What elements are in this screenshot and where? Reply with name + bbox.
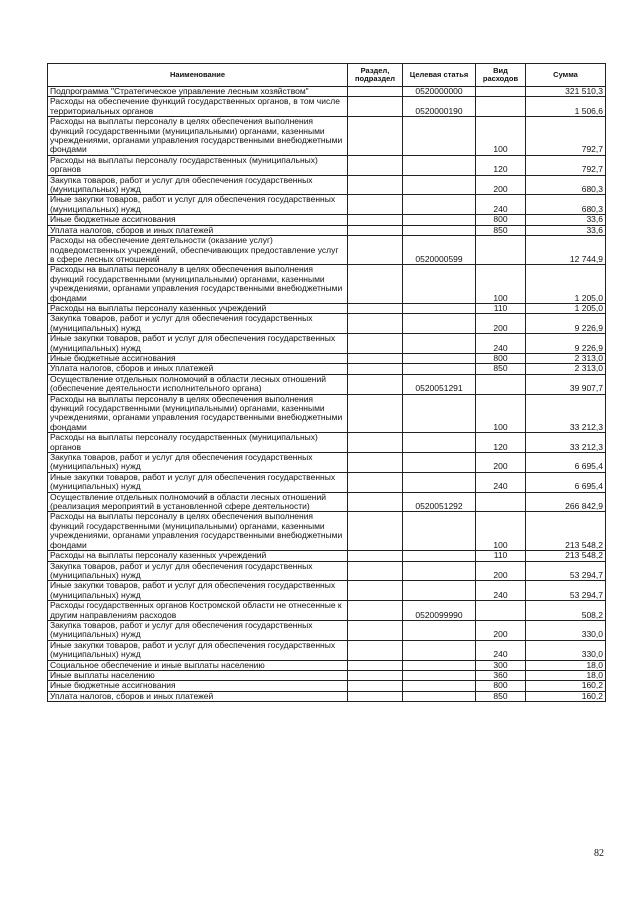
cell-name: Иные закупки товаров, работ и услуг для обеспечения государственных (муниципальных) нужд (48, 472, 348, 492)
cell-name: Расходы на выплаты персоналу в целях обеспечения выполнения функций государственными (муниципальными) органами, казенными учреждениями, органами управления государственными внебюджетными фондами (48, 265, 348, 304)
cell-section (348, 512, 403, 551)
cell-target (403, 620, 476, 640)
table-row (48, 681, 606, 691)
cell-kind: 240 (476, 640, 526, 660)
cell-name: Уплата налогов, сборов и иных платежей (48, 691, 348, 701)
cell-target: 0520000599 (403, 236, 476, 265)
cell-kind: 100 (476, 117, 526, 156)
cell-section (348, 492, 403, 512)
table-row (48, 551, 606, 561)
cell-target (403, 314, 476, 334)
cell-section (348, 394, 403, 433)
table-row (48, 175, 606, 195)
page-number: 82 (594, 848, 604, 859)
cell-sum: 33,6 (526, 215, 606, 225)
cell-sum: 213 548,2 (526, 512, 606, 551)
header-kind: Вид расходов (476, 64, 526, 87)
table-row (48, 87, 606, 97)
cell-sum: 6 695,4 (526, 472, 606, 492)
cell-sum: 9 226,9 (526, 314, 606, 334)
cell-sum: 18,0 (526, 670, 606, 680)
cell-name: Иные закупки товаров, работ и услуг для обеспечения государственных (муниципальных) нужд (48, 334, 348, 354)
cell-section (348, 314, 403, 334)
cell-name: Подпрограмма "Стратегическое управление лесным хозяйством" (48, 87, 348, 97)
table-row (48, 492, 606, 512)
cell-section (348, 691, 403, 701)
cell-section (348, 561, 403, 581)
table-body (48, 87, 606, 702)
table-row (48, 601, 606, 621)
cell-target (403, 561, 476, 581)
cell-name: Осуществление отдельных полномочий в области лесных отношений (реализация мероприятий в установленной сфере деятельности) (48, 492, 348, 512)
cell-sum: 321 510,3 (526, 87, 606, 97)
cell-sum: 2 313,0 (526, 364, 606, 374)
cell-name: Расходы на выплаты персоналу в целях обеспечения выполнения функций государственными (муниципальными) органами, казенными учреждениями, органами управления государственными внебюджетными фондами (48, 512, 348, 551)
cell-kind: 120 (476, 433, 526, 453)
cell-kind: 240 (476, 195, 526, 215)
cell-sum: 1 205,0 (526, 303, 606, 313)
cell-kind: 100 (476, 394, 526, 433)
cell-section (348, 640, 403, 660)
cell-sum: 6 695,4 (526, 453, 606, 473)
cell-name: Закупка товаров, работ и услуг для обеспечения государственных (муниципальных) нужд (48, 561, 348, 581)
cell-section (348, 660, 403, 670)
cell-target (403, 175, 476, 195)
cell-section (348, 97, 403, 117)
table-row (48, 225, 606, 235)
cell-section (348, 453, 403, 473)
cell-section (348, 303, 403, 313)
cell-kind: 100 (476, 512, 526, 551)
cell-sum: 53 294,7 (526, 581, 606, 601)
cell-target (403, 225, 476, 235)
table-row (48, 97, 606, 117)
cell-kind: 850 (476, 364, 526, 374)
table-row (48, 353, 606, 363)
cell-section (348, 670, 403, 680)
cell-name: Социальное обеспечение и иные выплаты населению (48, 660, 348, 670)
cell-target (403, 303, 476, 313)
cell-kind: 200 (476, 561, 526, 581)
cell-sum: 330,0 (526, 640, 606, 660)
cell-kind: 200 (476, 453, 526, 473)
cell-sum: 18,0 (526, 660, 606, 670)
cell-kind: 240 (476, 472, 526, 492)
cell-kind (476, 236, 526, 265)
table-row (48, 640, 606, 660)
cell-sum: 160,2 (526, 691, 606, 701)
table-row (48, 117, 606, 156)
cell-target (403, 334, 476, 354)
cell-sum: 9 226,9 (526, 334, 606, 354)
cell-kind (476, 374, 526, 394)
cell-target (403, 512, 476, 551)
budget-table (47, 63, 606, 702)
cell-section (348, 551, 403, 561)
cell-section (348, 681, 403, 691)
cell-sum: 33 212,3 (526, 394, 606, 433)
table-row (48, 620, 606, 640)
cell-kind: 800 (476, 681, 526, 691)
cell-sum: 1 205,0 (526, 265, 606, 304)
cell-target (403, 670, 476, 680)
cell-name: Расходы на выплаты персоналу в целях обеспечения выполнения функций государственными (муниципальными) органами, казенными учреждениями, органами управления государственными внебюджетными фондами (48, 117, 348, 156)
cell-kind (476, 601, 526, 621)
cell-kind: 200 (476, 175, 526, 195)
table-row (48, 314, 606, 334)
cell-target: 0520099990 (403, 601, 476, 621)
cell-kind: 120 (476, 155, 526, 175)
cell-target (403, 394, 476, 433)
cell-sum: 792,7 (526, 117, 606, 156)
cell-target (403, 551, 476, 561)
cell-name: Осуществление отдельных полномочий в области лесных отношений (обеспечение деятельности исполнительного органа) (48, 374, 348, 394)
cell-target (403, 472, 476, 492)
cell-target (403, 353, 476, 363)
cell-kind (476, 492, 526, 512)
cell-name: Иные закупки товаров, работ и услуг для обеспечения государственных (муниципальных) нужд (48, 581, 348, 601)
cell-name: Иные выплаты населению (48, 670, 348, 680)
cell-target (403, 691, 476, 701)
cell-target (403, 364, 476, 374)
cell-target (403, 117, 476, 156)
table-row (48, 215, 606, 225)
cell-kind: 850 (476, 691, 526, 701)
cell-target (403, 640, 476, 660)
cell-sum: 2 313,0 (526, 353, 606, 363)
cell-target: 0520051291 (403, 374, 476, 394)
cell-name: Расходы государственных органов Костромской области не отнесенные к другим направлениям расходов (48, 601, 348, 621)
cell-name: Иные бюджетные ассигнования (48, 681, 348, 691)
cell-name: Закупка товаров, работ и услуг для обеспечения государственных (муниципальных) нужд (48, 453, 348, 473)
cell-section (348, 472, 403, 492)
cell-target (403, 660, 476, 670)
table-row (48, 364, 606, 374)
cell-sum: 330,0 (526, 620, 606, 640)
table-row (48, 195, 606, 215)
header-target: Целевая статья (403, 64, 476, 87)
table-row (48, 512, 606, 551)
cell-sum: 39 907,7 (526, 374, 606, 394)
table-row (48, 691, 606, 701)
cell-name: Уплата налогов, сборов и иных платежей (48, 364, 348, 374)
cell-name: Уплата налогов, сборов и иных платежей (48, 225, 348, 235)
cell-kind: 200 (476, 620, 526, 640)
cell-section (348, 155, 403, 175)
cell-target: 0520051292 (403, 492, 476, 512)
cell-target (403, 681, 476, 691)
cell-target (403, 155, 476, 175)
cell-target (403, 453, 476, 473)
cell-section (348, 581, 403, 601)
cell-kind (476, 87, 526, 97)
cell-name: Закупка товаров, работ и услуг для обеспечения государственных (муниципальных) нужд (48, 314, 348, 334)
table-row (48, 433, 606, 453)
table-row (48, 394, 606, 433)
cell-sum: 792,7 (526, 155, 606, 175)
header-section: Раздел, подраздел (348, 64, 403, 87)
cell-kind: 360 (476, 670, 526, 680)
cell-name: Закупка товаров, работ и услуг для обеспечения государственных (муниципальных) нужд (48, 620, 348, 640)
cell-sum: 680,3 (526, 175, 606, 195)
table-row (48, 303, 606, 313)
cell-section (348, 374, 403, 394)
cell-kind: 800 (476, 215, 526, 225)
cell-name: Расходы на обеспечение функций государственных органов, в том числе территориальных органов (48, 97, 348, 117)
cell-kind: 240 (476, 334, 526, 354)
cell-target: 0520000000 (403, 87, 476, 97)
cell-section (348, 364, 403, 374)
cell-section (348, 265, 403, 304)
cell-kind: 110 (476, 551, 526, 561)
cell-section (348, 620, 403, 640)
cell-kind (476, 97, 526, 117)
cell-sum: 53 294,7 (526, 561, 606, 581)
cell-name: Иные бюджетные ассигнования (48, 353, 348, 363)
cell-target (403, 265, 476, 304)
table-row (48, 236, 606, 265)
table-row (48, 453, 606, 473)
cell-section (348, 334, 403, 354)
cell-section (348, 601, 403, 621)
header-row (48, 64, 606, 87)
table-row (48, 660, 606, 670)
table-row (48, 561, 606, 581)
cell-sum: 213 548,2 (526, 551, 606, 561)
table-row (48, 265, 606, 304)
cell-sum: 1 506,6 (526, 97, 606, 117)
cell-kind: 110 (476, 303, 526, 313)
cell-name: Расходы на выплаты персоналу казенных учреждений (48, 551, 348, 561)
cell-sum: 508,2 (526, 601, 606, 621)
cell-kind: 300 (476, 660, 526, 670)
cell-target (403, 433, 476, 453)
header-sum: Сумма (526, 64, 606, 87)
cell-name: Иные закупки товаров, работ и услуг для обеспечения государственных (муниципальных) нужд (48, 640, 348, 660)
cell-section (348, 117, 403, 156)
cell-name: Иные бюджетные ассигнования (48, 215, 348, 225)
cell-section (348, 433, 403, 453)
table-row (48, 670, 606, 680)
table-row (48, 472, 606, 492)
cell-kind: 850 (476, 225, 526, 235)
cell-sum: 680,3 (526, 195, 606, 215)
header-name: Наименование (48, 64, 348, 87)
cell-section (348, 225, 403, 235)
table-row (48, 334, 606, 354)
cell-name: Расходы на выплаты персоналу государственных (муниципальных) органов (48, 155, 348, 175)
cell-name: Расходы на выплаты персоналу казенных учреждений (48, 303, 348, 313)
cell-kind: 800 (476, 353, 526, 363)
table-header (48, 64, 606, 87)
cell-kind: 100 (476, 265, 526, 304)
cell-sum: 266 842,9 (526, 492, 606, 512)
cell-sum: 12 744,9 (526, 236, 606, 265)
cell-sum: 33 212,3 (526, 433, 606, 453)
cell-name: Расходы на выплаты персоналу в целях обеспечения выполнения функций государственными (муниципальными) органами, казенными учреждениями, органами управления государственными внебюджетными фондами (48, 394, 348, 433)
cell-name: Расходы на обеспечение деятельности (оказание услуг) подведомственных учреждений, обеспечивающих предоставление услуг в сфере лесных отношений (48, 236, 348, 265)
cell-target (403, 195, 476, 215)
cell-target (403, 215, 476, 225)
cell-kind: 240 (476, 581, 526, 601)
cell-sum: 160,2 (526, 681, 606, 691)
cell-kind: 200 (476, 314, 526, 334)
cell-name: Закупка товаров, работ и услуг для обеспечения государственных (муниципальных) нужд (48, 175, 348, 195)
cell-section (348, 87, 403, 97)
cell-name: Иные закупки товаров, работ и услуг для обеспечения государственных (муниципальных) нужд (48, 195, 348, 215)
cell-target (403, 581, 476, 601)
cell-target: 0520000190 (403, 97, 476, 117)
table-row (48, 155, 606, 175)
cell-name: Расходы на выплаты персоналу государственных (муниципальных) органов (48, 433, 348, 453)
table-row (48, 581, 606, 601)
cell-section (348, 236, 403, 265)
cell-sum: 33,6 (526, 225, 606, 235)
cell-section (348, 195, 403, 215)
cell-section (348, 175, 403, 195)
cell-section (348, 215, 403, 225)
cell-section (348, 353, 403, 363)
table-row (48, 374, 606, 394)
